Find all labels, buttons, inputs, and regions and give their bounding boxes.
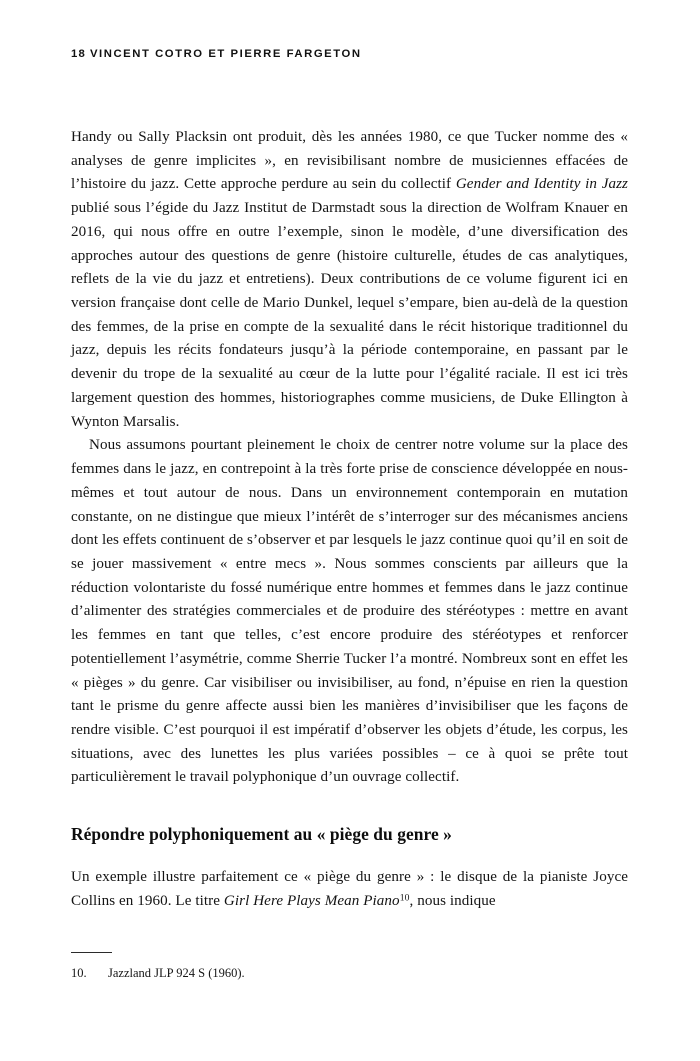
footnote-reference-10[interactable]: 10 [399, 891, 410, 903]
book-title-gender-and-identity-in-jazz: Gender and Identity in Jazz [455, 176, 628, 193]
album-title-girl-here-plays-mean-piano: Girl Here Plays Mean Piano [223, 892, 400, 909]
footnote-number: 10. [71, 966, 87, 980]
footnote-item [71, 965, 628, 982]
footnote-text: Jazzland JLP 924 S (1960). [108, 966, 245, 980]
main-text-block [71, 126, 628, 913]
paragraph-1-text-a: Handy ou Sally Placksin ont produit, dès les années 1980, ce que Tucker nomme des « analyses de genre implicites », en revisibilisant nombre de musiciennes effacées de l’histoire du jazz. Cette approche perdure au sein du collectif [71, 129, 628, 193]
running-head-title: VINCENT COTRO ET PIERRE FARGETON [89, 48, 362, 60]
page-number: 18 [71, 48, 86, 60]
section-paragraph-1 [71, 866, 628, 913]
running-head [71, 48, 362, 60]
paragraph-2: Nous assumons pourtant pleinement le choix de centrer notre volume sur la place des femmes dans le jazz, en contrepoint à la très forte prise de conscience développée en nous-mêmes et tout autour de nous. Dans un environnement contemporain en mutation constante, on ne distingue que mieux l’intérêt de s’interroger sur des mécanismes anciens dont les effets continuent de s’observer et par lesquels le jazz continue quoi qu’il en soit de se jouer massivement « entre mecs ». Nous sommes conscients par ailleurs que la réduction volontariste du fossé numérique entre hommes et femmes dans le jazz continue d’alimenter des stratégies commerciales et de produire des stéréotypes : mettre en avant les femmes en tant que telles, c’est encore produire des stéréotypes et renforcer potentiellement l’asymétrie, comme Sherrie Tucker l’a montré. Nombreux sont en effet les « pièges » du genre. Car visibiliser ou invisibiliser, au fond, n’épuise en rien la question tant le prisme du genre affecte aussi bien les manières d’invisibiliser que les façons de rendre visible. C’est pourquoi il est impératif d’observer les objets d’étude, les corpus, les situations, avec des lunettes les plus variées possibles – ce à quoi se prête tout particulièrement le travail polyphonique d’un ouvrage collectif. [71, 437, 628, 786]
paragraph-1-text-b: publié sous l’égide du Jazz Institut de Darmstadt sous la direction de Wolfram Knauer en 2016, qui nous offre en outre l’exemple, sinon le modèle, d’une diversification des approches autour des questions de genre (histoire culturelle, études de cas analytiques, reflets de la vie du jazz et entretiens). Deux contributions de ce volume figurent ici en version française dont celle de Mario Dunkel, lequel s’empare, bien au-delà de la question des femmes, de la prise en compte de la sexualité dans le récit historique traditionnel du jazz, depuis les récits fondateurs jusqu’à la période contemporaine, en passant par le devenir du trope de la sexualité au cœur de la lutte pour l’égalité raciale. Il est ici très largement question des hommes, historiographes comme musiciens, de Duke Ellington à Wynton Marsalis. [71, 200, 628, 430]
paragraph-1 [71, 126, 628, 434]
section-paragraph-text-a: Un exemple illustre parfaitement ce « piège du genre » : le disque de la pianiste Joyce Collins en 1960. Le titre [71, 868, 628, 909]
section-paragraph-text-b: , nous indique [409, 892, 496, 909]
footnote-area [71, 952, 628, 982]
heading-spacer-before [71, 790, 628, 823]
footnote-separator-rule [71, 952, 112, 953]
heading-spacer-after [71, 847, 628, 866]
section-heading: Répondre polyphoniquement au « piège du genre » [71, 824, 452, 845]
